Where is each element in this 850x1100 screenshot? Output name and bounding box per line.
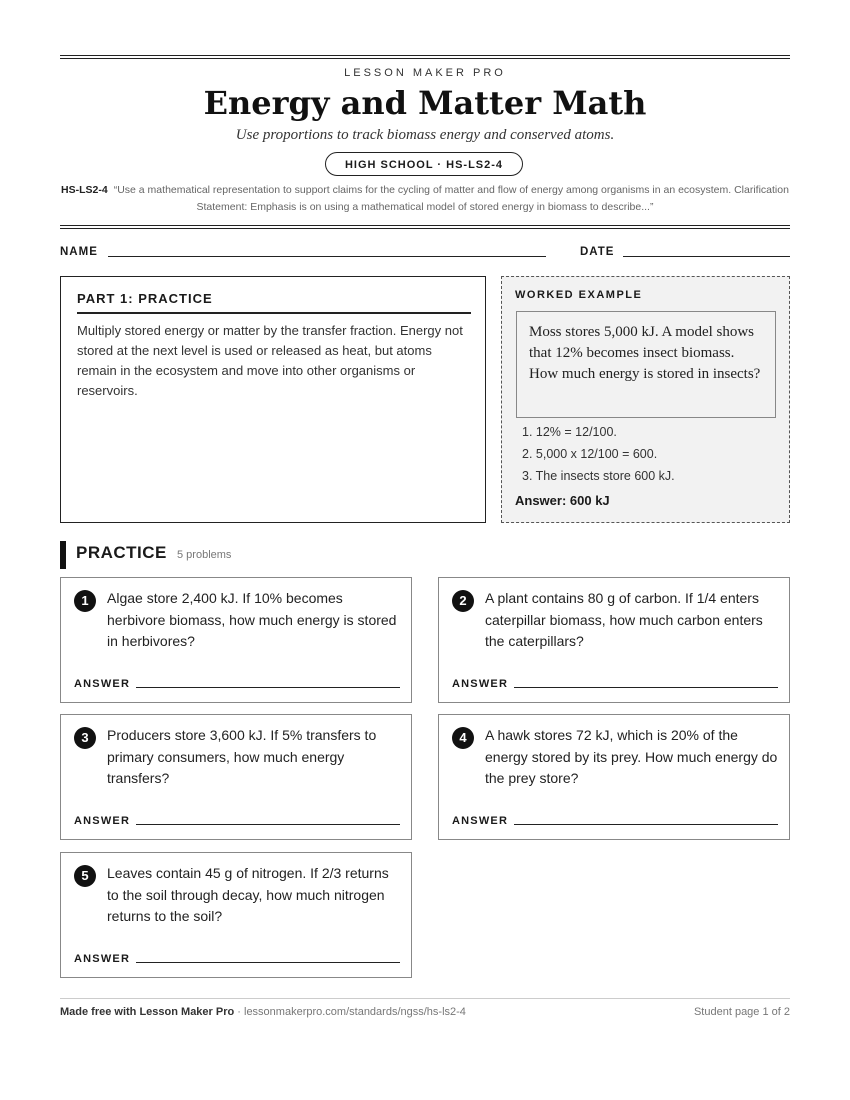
problem-text: Leaves contain 45 g of nitrogen. If 2/3 returns to the soil through decay, how much nitrogen returns to the soil? [107,865,389,924]
brand-label: LESSON MAKER PRO [344,67,506,79]
footer-page-number: Student page 1 of 2 [693,1006,790,1018]
name-field[interactable] [108,256,546,257]
date-label: DATE [580,246,615,258]
worked-example-question: Moss stores 5,000 kJ. A model shows that 12% becomes insect biomass. How much energy is stored in insects? [516,311,776,418]
grade-standard-badge: HIGH SCHOOL · HS-LS2-4 [325,152,523,176]
problem-number: 5 [74,865,96,887]
problem-text: Producers store 3,600 kJ. If 5% transfers to primary consumers, how much energy transfers? [107,727,377,786]
part1-panel [60,276,486,523]
worked-example-label: WORKED EXAMPLE [515,289,643,301]
answer-field[interactable] [514,824,778,825]
name-label: NAME [60,246,98,258]
problem-number: 1 [74,590,96,612]
problem-card [438,577,790,703]
problem-text: Algae store 2,400 kJ. If 10% becomes herbivore biomass, how much energy is stored in herbivores? [107,590,397,649]
footer-credit [60,1006,466,1018]
footer-link[interactable]: · lessonmakerpro.com/standards/ngss/hs-ls2-4 [234,1006,466,1018]
answer-label: ANSWER [74,953,131,965]
page-subtitle: Use proportions to track biomass energy and conserved atoms. [235,127,615,143]
answer-field[interactable] [514,687,778,688]
standard-statement [60,182,790,216]
section-rule [60,228,790,229]
footer-made-with: Made free with Lesson Maker Pro [60,1006,235,1018]
page-title: Energy and Matter Math [203,84,647,122]
part1-heading: PART 1: PRACTICE [77,291,471,314]
section-rule [60,225,790,226]
answer-field[interactable] [136,962,400,963]
answer-field[interactable] [136,687,400,688]
answer-label: ANSWER [452,678,509,690]
answer-label: ANSWER [452,815,509,827]
footer-rule [60,998,790,999]
problem-card [60,852,412,978]
problem-number: 4 [452,727,474,749]
answer-label: ANSWER [74,815,131,827]
problem-number: 3 [74,727,96,749]
practice-heading: PRACTICE [76,543,167,562]
standard-code: HS-LS2-4 [61,184,108,196]
problem-card [60,714,412,840]
header-rule [60,55,790,56]
practice-count: 5 problems [177,549,232,561]
answer-label: ANSWER [74,678,131,690]
practice-accent-bar [60,541,66,569]
problem-card [60,577,412,703]
worked-example-step: 1. 12% = 12/100. [522,425,617,439]
worked-example-step: 3. The insects store 600 kJ. [522,469,675,483]
answer-field[interactable] [136,824,400,825]
worked-example-answer: Answer: 600 kJ [515,493,610,508]
problem-text: A hawk stores 72 kJ, which is 20% of the energy stored by its prey. How much energy do the prey store? [485,727,778,786]
date-field[interactable] [623,256,790,257]
part1-instructions: Multiply stored energy or matter by the transfer fraction. Energy not stored at the next level is used or released as heat, but atoms remain in the ecosystem and move into other organisms or reservoirs. [77,323,463,398]
worked-example-panel [501,276,790,523]
standard-text: “Use a mathematical representation to support claims for the cycling of matter and flow of energy among organisms in an ecosystem. Clarification Statement: Emphasis is on using a mathematical model of stored energy in biomass to describe...” [113,184,789,213]
problem-text: A plant contains 80 g of carbon. If 1/4 enters caterpillar biomass, how much carbon enters the caterpillars? [485,590,763,649]
problem-number: 2 [452,590,474,612]
worked-example-step: 2. 5,000 x 12/100 = 600. [522,447,658,461]
problem-card [438,714,790,840]
header-rule [60,58,790,59]
